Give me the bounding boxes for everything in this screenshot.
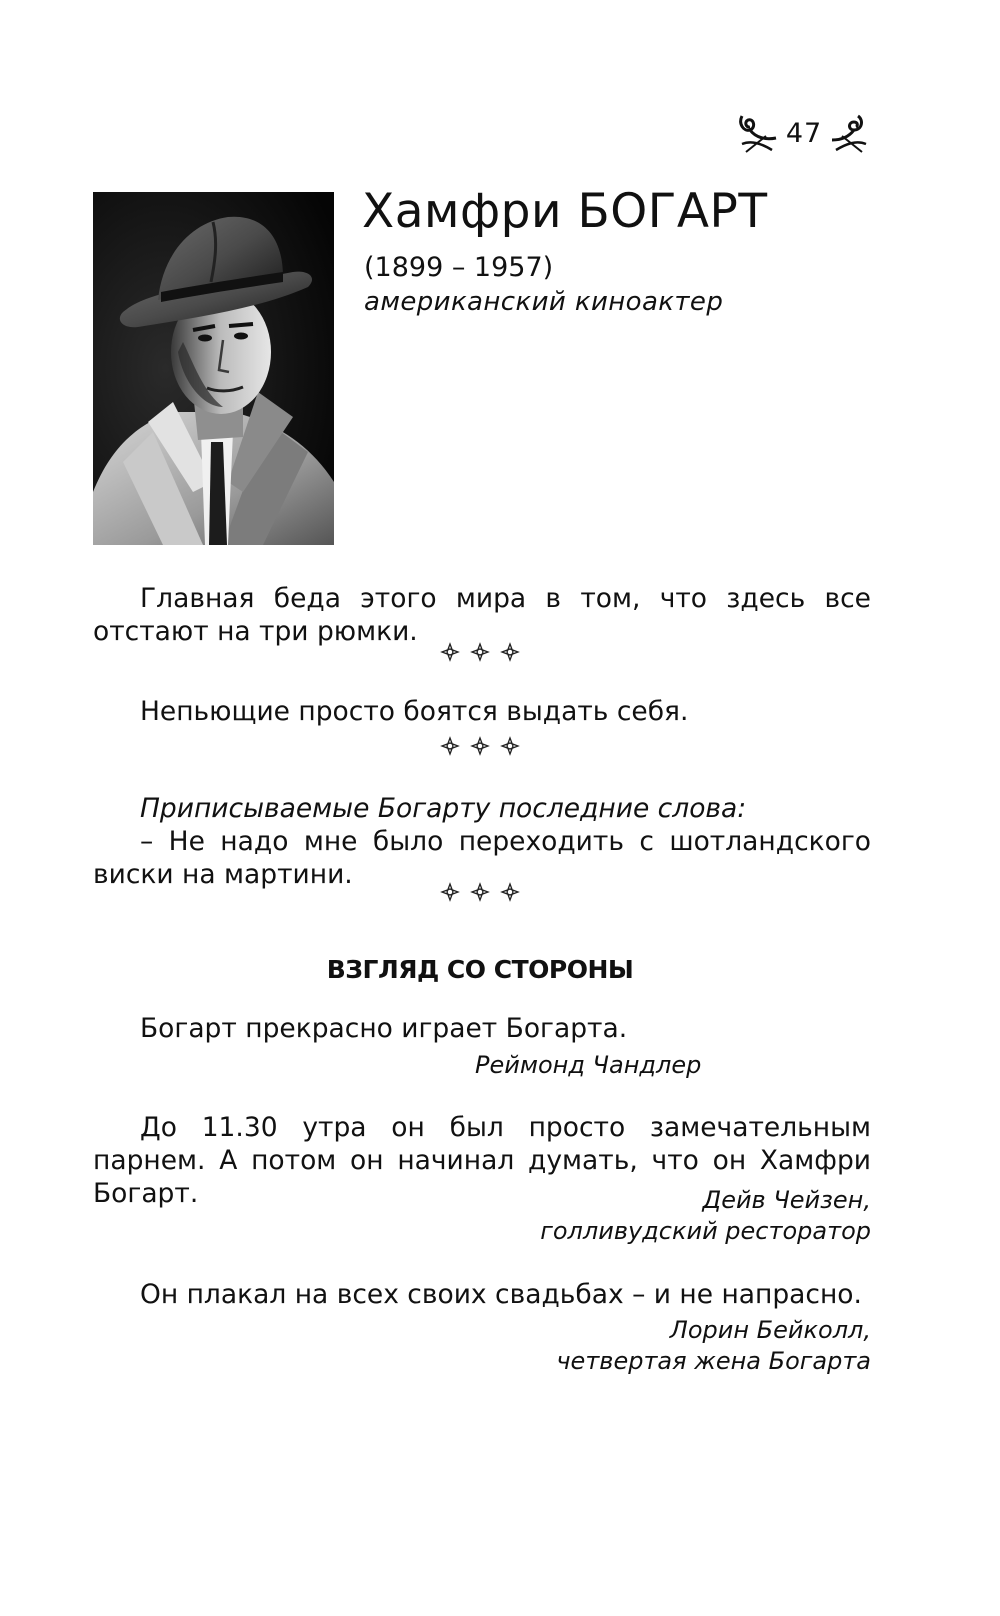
occupation: американский киноактер	[364, 287, 724, 317]
separator-stars-icon	[420, 640, 560, 664]
last-words-text: – Не надо мне было переходить с шотландского виски на мартини.	[93, 826, 871, 890]
person-name: Хамфри БОГАРТ	[362, 184, 768, 239]
right-ornament-icon	[828, 110, 872, 156]
view-author: Дейв Чейзен,	[702, 1186, 871, 1214]
view-quote: Он плакал на всех своих свадьбах – и не напрасно.	[140, 1279, 862, 1310]
separator-stars-icon	[420, 734, 560, 758]
left-ornament-icon	[736, 110, 780, 156]
view-author-role: четвертая жена Богарта	[556, 1347, 871, 1375]
page-number: 47	[785, 118, 823, 149]
last-words-intro: Приписываемые Богарту последние слова:	[140, 793, 747, 824]
quote-paragraph: Главная беда этого мира в том, что здесь все отстают на три рюмки.	[93, 583, 871, 647]
view-author: Реймонд Чандлер	[475, 1051, 702, 1079]
portrait-image	[93, 192, 334, 545]
life-years: (1899 – 1957)	[364, 252, 554, 283]
quote-paragraph: Непьющие просто боятся выдать себя.	[140, 696, 689, 727]
page-folio	[736, 108, 872, 158]
view-author-role: голливудский ресторатор	[540, 1217, 871, 1245]
section-heading: ВЗГЛЯД СО СТОРОНЫ	[326, 955, 634, 984]
view-quote: Богарт прекрасно играет Богарта.	[140, 1013, 628, 1044]
view-author: Лорин Бейколл,	[669, 1316, 871, 1344]
separator-stars-icon	[420, 880, 560, 904]
view-quote: До 11.30 утра он был просто замечательным парнем. А потом он начинал думать, что он Хамфри Богарт.	[93, 1112, 871, 1209]
